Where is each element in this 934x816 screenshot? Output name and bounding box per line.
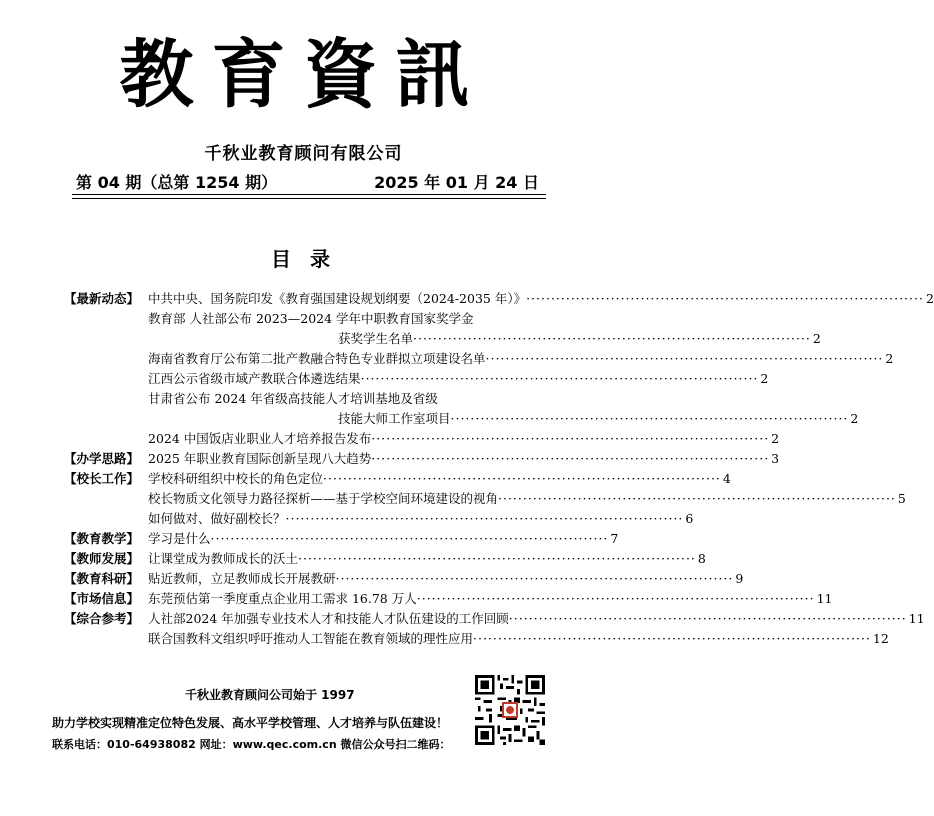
toc-entry-title: 海南省教育厅公布第二批产教融合特色专业群拟立项建设名单	[148, 351, 486, 366]
toc-leader-dots: ················································································	[498, 491, 896, 506]
toc-leader-dots: ················································································	[450, 411, 849, 426]
toc-page-number: 7	[610, 531, 619, 546]
toc-category: 【市场信息】	[64, 591, 140, 606]
toc-entry	[64, 509, 694, 529]
toc-page-number: 5	[897, 491, 906, 506]
toc-page-number: 2	[885, 351, 894, 366]
toc-category: 【教育教学】	[64, 531, 140, 546]
toc-entry	[64, 349, 894, 369]
toc-page-number: 11	[816, 591, 833, 606]
toc-entry-title: 东莞预估第一季度重点企业用工需求 16.78 万人	[148, 591, 417, 606]
toc-leader-dots: ················································································	[285, 511, 684, 526]
toc-entry	[64, 629, 889, 649]
toc-category: 【教师发展】	[64, 551, 140, 566]
toc-entry-title: 人社部2024 年加强专业技术人才和技能人才队伍建设的工作回顾	[148, 611, 509, 626]
toc-leader-dots: ················································································	[335, 571, 734, 586]
toc-page-number: 2	[925, 291, 934, 306]
issue-number: 第 04 期（总第 1254 期）	[76, 173, 278, 192]
footer-slogan: 助力学校实现精准定位特色发展、高水平学校管理、人才培养与队伍建设！	[52, 716, 449, 730]
toc-category: 【教育科研】	[64, 571, 140, 586]
toc-category: 【综合参考】	[64, 611, 140, 626]
toc-page-number: 2	[850, 411, 859, 426]
toc-leader-dots: ················································································	[360, 371, 759, 386]
toc-entry-title: 联合国教科文组织呼吁推动人工智能在教育领域的理性应用	[148, 631, 474, 646]
header-rule-top	[72, 194, 546, 195]
masthead-title: 教育資訊	[119, 32, 488, 118]
toc-leader-dots: ················································································	[473, 631, 871, 646]
footer-founded: 千秋业教育顾问公司始于 1997	[185, 688, 355, 702]
company-name: 千秋业教育顾问有限公司	[204, 144, 403, 164]
toc-entry-title: 如何做对、做好副校长？	[148, 511, 286, 526]
toc-entry	[64, 309, 821, 349]
toc-entry	[64, 589, 833, 609]
toc-entry	[64, 449, 780, 469]
toc-page-number: 6	[685, 511, 694, 526]
toc-leader-dots: ················································································	[413, 331, 811, 346]
toc-leader-dots: ················································································	[210, 531, 609, 546]
toc-category: 【办学思路】	[64, 451, 140, 466]
header-rule-bottom	[72, 198, 546, 199]
toc-entry-title: 甘肃省公布 2024 年省级高技能人才培训基地及省级	[148, 391, 438, 406]
toc-entry	[64, 389, 859, 429]
toc-entry-title: 学习是什么	[148, 531, 211, 546]
toc-entry-title: 学校科研组织中校长的角色定位	[148, 471, 324, 486]
toc-entry	[64, 469, 731, 489]
toc-leader-dots: ················································································	[371, 451, 770, 466]
toc-leader-dots: ················································································	[508, 611, 907, 626]
toc-page-number: 2	[771, 431, 780, 446]
toc-entry-title: 江西公示省级市域产教联合体遴选结果	[148, 371, 361, 386]
toc-entry-title: 教育部 人社部公布 2023—2024 学年中职教育国家奖学金	[148, 311, 474, 326]
qr-code-icon	[475, 675, 545, 745]
toc-entry	[64, 549, 706, 569]
toc-entry-title: 获奖学生名单	[338, 331, 414, 346]
toc-leader-dots: ················································································	[323, 471, 721, 486]
toc-entry-title: 2024 中国饭店业职业人才培养报告发布	[148, 431, 372, 446]
table-of-contents	[64, 289, 934, 649]
toc-entry-title: 技能大师工作室项目	[338, 411, 451, 426]
toc-category: 【最新动态】	[64, 291, 140, 306]
toc-category: 【校长工作】	[64, 471, 140, 486]
toc-leader-dots: ················································································	[371, 431, 770, 446]
toc-entry	[64, 609, 925, 629]
toc-entry	[64, 529, 619, 549]
toc-page-number: 11	[908, 611, 925, 626]
toc-entry-title: 让课堂成为教师成长的沃土	[148, 551, 299, 566]
toc-leader-dots: ················································································	[526, 291, 924, 306]
toc-entry	[64, 369, 769, 389]
toc-entry-title: 2025 年职业教育国际创新呈现八大趋势	[148, 451, 372, 466]
toc-heading: 目 录	[271, 247, 336, 271]
toc-entry-title: 校长物质文化领导力路径探析——基于学校空间环境建设的视角	[148, 491, 499, 506]
toc-entry-title: 中共中央、国务院印发《教育强国建设规划纲要（2024-2035 年）》	[148, 291, 527, 306]
toc-entry-title: 贴近教师，立足教师成长开展教研	[148, 571, 336, 586]
toc-leader-dots: ················································································	[485, 351, 884, 366]
toc-page-number: 2	[812, 331, 821, 346]
toc-entry	[64, 489, 906, 509]
toc-entry	[64, 429, 780, 449]
footer-contact: 联系电话：010-64938082 网址：www.qec.com.cn 微信公众号扫二维码：	[52, 738, 451, 751]
issue-date: 2025 年 01 月 24 日	[374, 173, 539, 192]
toc-page-number: 8	[697, 551, 706, 566]
toc-leader-dots: ················································································	[298, 551, 696, 566]
toc-leader-dots: ················································································	[416, 591, 815, 606]
toc-page-number: 3	[771, 451, 780, 466]
toc-page-number: 12	[872, 631, 889, 646]
toc-page-number: 4	[722, 471, 731, 486]
toc-entry	[64, 289, 934, 309]
toc-page-number: 9	[735, 571, 744, 586]
toc-page-number: 2	[760, 371, 769, 386]
toc-entry	[64, 569, 744, 589]
